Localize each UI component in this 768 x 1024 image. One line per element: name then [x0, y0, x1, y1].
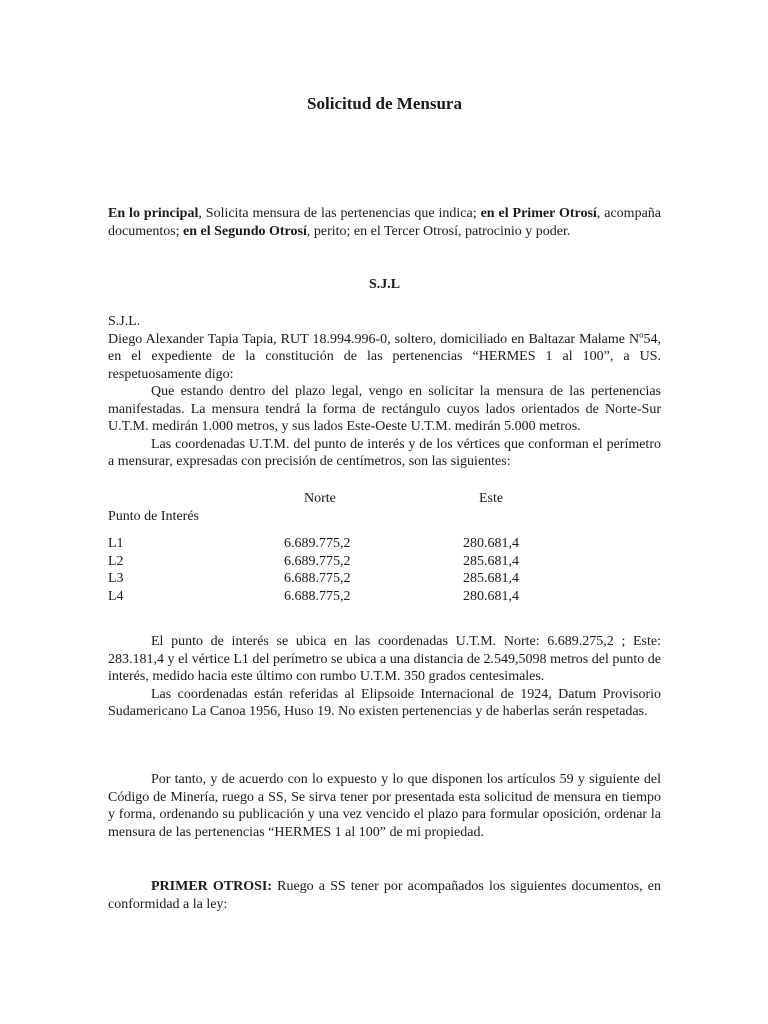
table-row	[108, 535, 661, 553]
interest-point-row	[108, 508, 661, 526]
document-title: Solicitud de Mensura	[307, 94, 462, 113]
row-norte: 6.688.775,2	[284, 588, 351, 604]
table-row	[108, 553, 661, 571]
row-norte: 6.689.775,2	[284, 553, 351, 569]
sjl-line: S.J.L.	[108, 314, 141, 329]
row-este: 280.681,4	[463, 536, 519, 551]
primer-otrosi-text: Ruego a SS tener por acompañados los siguientes documentos, en conformidad a la ley:	[108, 879, 661, 912]
table-row	[108, 570, 661, 588]
header-este: Este	[479, 491, 504, 506]
row-name: L3	[108, 571, 124, 586]
interest-point-label: Punto de Interés	[108, 508, 199, 524]
interest-point-paragraph: El punto de interés se ubica en las coordenadas U.T.M. Norte: 6.689.275,2 ; Este: 283.181,4 y el vértice L1 del perímetro se ubica a una distancia de 2.549,5098 metros del punto de interés, medido hacia este último con rumbo U.T.M. 350 grados centesimales.	[108, 634, 661, 684]
summary-segundo-otrosi: en el Segundo Otrosí	[183, 223, 307, 239]
row-norte: 6.689.775,2	[284, 536, 351, 551]
petition-closing	[108, 771, 661, 841]
table-row	[108, 588, 661, 606]
closing-paragraph: Por tanto, y de acuerdo con lo expuesto y lo que disponen los artículos 59 y siguiente del Código de Minería, ruego a SS, Se sirva tener por presentada esta solicitud de mensura en tiempo y forma, ordenando su publicación y una vez vencido el plazo para formular oposición, ordenar la mensura de las pertenencias “HERMES 1 al 100” de mi propiedad.	[108, 772, 661, 840]
summary-text-2: , acompaña documentos;	[108, 206, 661, 239]
location-body	[108, 633, 661, 721]
datum-paragraph: Las coordenadas están referidas al Elipsoide Internacional de 1924, Datum Provisorio Sudamericano La Canoa 1956, Huso 19. No existen pertenencias y de haberlas serán respetadas.	[108, 686, 661, 719]
petition-body	[108, 313, 661, 471]
table-header-row	[108, 490, 661, 508]
summary-principal: En lo principal	[108, 206, 199, 221]
row-este: 285.681,4	[463, 553, 519, 569]
coordinates-intro-paragraph: Las coordenadas U.T.M. del punto de interés y de los vértices que conforman el perímetro a mensurar, expresadas con precisión de centímetros, son las siguientes:	[108, 436, 661, 469]
summary-text-1: , Solicita mensura de las pertenencias que indica;	[198, 206, 481, 221]
row-name: L2	[108, 553, 124, 569]
primer-otrosi-label: PRIMER OTROSI:	[151, 879, 273, 894]
primer-otrosi-section	[108, 878, 661, 913]
sjl-heading: S.J.L	[368, 277, 401, 292]
petitioner-paragraph: Diego Alexander Tapia Tapia, RUT 18.994.996-0, soltero, domiciliado en Baltazar Malame Nº54, en el expediente de la constitución de las pertenencias “HERMES 1 al 100”, a US. respetuosamente digo:	[108, 331, 661, 382]
row-este: 285.681,4	[463, 571, 519, 586]
coordinates-table	[108, 490, 661, 605]
summary-paragraph	[108, 205, 661, 240]
summary-text-3: , perito; en el Tercer Otrosí, patrocinio y poder.	[306, 223, 571, 239]
row-este: 280.681,4	[463, 588, 519, 604]
summary-primer-otrosi: en el Primer Otrosí	[480, 206, 597, 221]
row-name: L4	[108, 588, 124, 604]
header-norte: Norte	[304, 491, 336, 506]
mensura-paragraph: Que estando dentro del plazo legal, vengo en solicitar la mensura de las pertenencias manifestadas. La mensura tendrá la forma de rectángulo cuyos lados orientados de Norte-Sur U.T.M. medirán 1.000 metros, y sus lados Este-Oeste U.T.M. medirán 5.000 metros.	[108, 384, 661, 434]
row-norte: 6.688.775,2	[284, 571, 351, 586]
row-name: L1	[108, 536, 124, 551]
